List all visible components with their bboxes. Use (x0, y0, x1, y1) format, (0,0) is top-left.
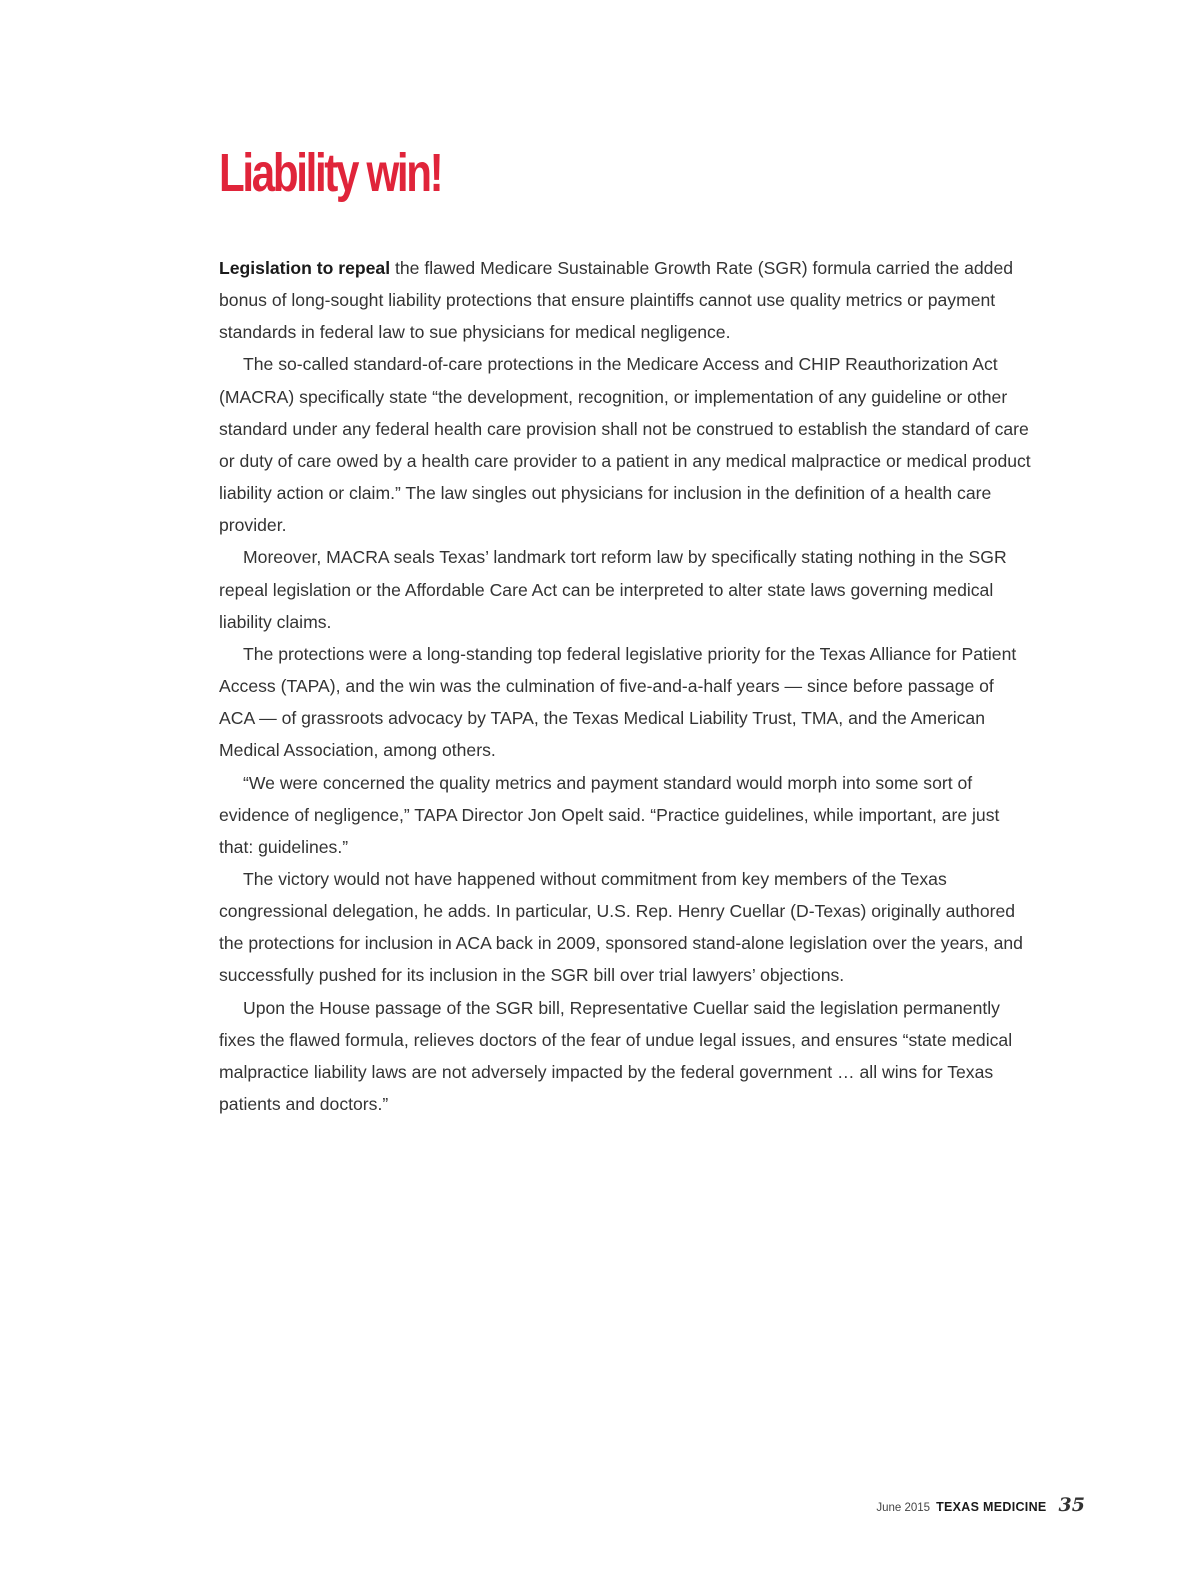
article-paragraph-4: The protections were a long-standing top federal legislative priority for the Texas Alliance for Patient Access (TAPA), and the win was the culmination of five-and-a-half years — since before passage of ACA — of grassroots advocacy by TAPA, the Texas Medical Liability Trust, TMA, and the American Medical Association, among others. (219, 643, 1017, 761)
article-body (219, 252, 1031, 1120)
page-footer (876, 1494, 1085, 1516)
article-paragraph-3: Moreover, MACRA seals Texas’ landmark tort reform law by specifically stating nothing in the SGR repeal legislation or the Affordable Care Act can be interpreted to alter state laws governing medical liability claims. (219, 547, 1007, 632)
article-paragraph-6: The victory would not have happened without commitment from key members of the Texas congressional delegation, he adds. In particular, U.S. Rep. Henry Cuellar (D-Texas) originally authored the protections for inclusion in ACA back in 2009, sponsored stand-alone legislation over the years, and successfully pushed for its inclusion in the SGR bill over trial lawyers’ objections. (219, 868, 1023, 986)
article-paragraph-1 (219, 252, 1031, 348)
article-paragraph-2: The so-called standard-of-care protections in the Medicare Access and CHIP Reauthorization Act (MACRA) specifically state “the development, recognition, or implementation of any guideline or other standard under any federal health care provision shall not be construed to establish the standard of care or duty of care owed by a health care provider to a patient in any medical malpractice or medical product liability action or claim.” The law singles out physicians for inclusion in the definition of a health care provider. (219, 354, 1031, 536)
article (219, 138, 1031, 1120)
article-paragraph-5: “We were concerned the quality metrics and payment standard would morph into some sort of evidence of negligence,” TAPA Director Jon Opelt said. “Practice guidelines, while important, are just that: guidelines.” (219, 772, 1000, 857)
issue-date: June 2015 (876, 1502, 931, 1514)
paragraph-text: the flawed Medicare Sustainable Growth Rate (SGR) formula carried the added bonus of long-sought liability protections that ensure plaintiffs cannot use quality metrics or payment standards in federal law to sue physicians for medical negligence. (219, 258, 1014, 343)
page-number: 35 (1058, 1494, 1085, 1516)
article-headline: Liability win! (219, 143, 442, 203)
lead-in: Legislation to repeal (219, 258, 391, 278)
article-paragraph-7: Upon the House passage of the SGR bill, Representative Cuellar said the legislation permanently fixes the flawed formula, relieves doctors of the fear of undue legal issues, and ensures “state medical malpractice liability laws are not adversely impacted by the federal government … all wins for Texas patients and doctors.” (219, 997, 1013, 1115)
magazine-name: TEXAS MEDICINE (936, 1500, 1047, 1514)
